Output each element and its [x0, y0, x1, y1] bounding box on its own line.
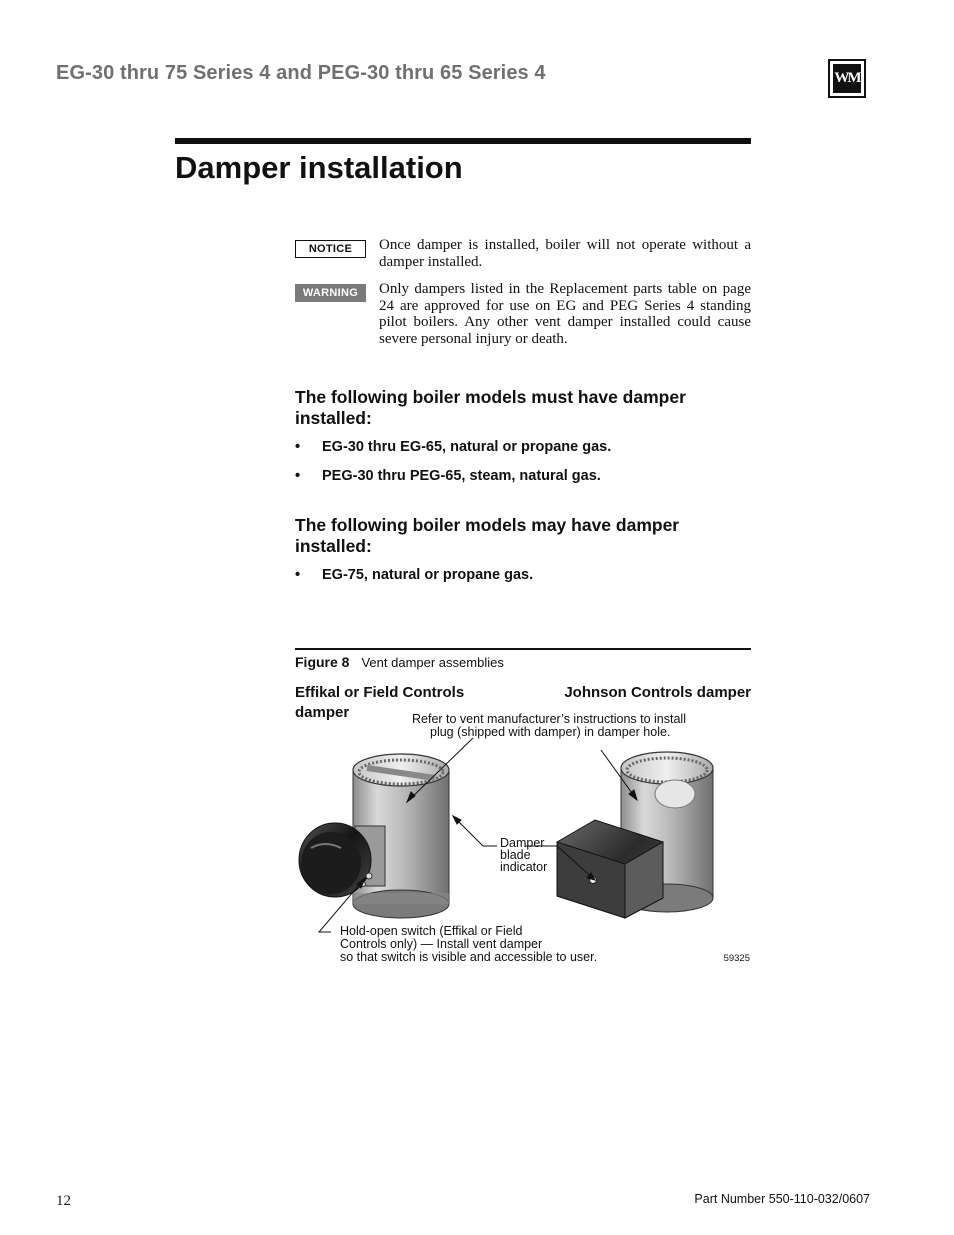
weil-mclain-logo — [828, 59, 866, 98]
notice-badge: NOTICE — [295, 240, 366, 258]
notice-text: Once damper is installed, boiler will not operate without a damper installed. — [379, 237, 751, 270]
section-heading-must: The following boiler models must have damper installed: — [295, 387, 686, 428]
title-rule — [175, 138, 751, 144]
figure-left-title: Effikal or Field Controls damper — [295, 684, 465, 721]
list-item: • EG-75, natural or propane gas. — [295, 567, 534, 583]
figure-id: 59325 — [723, 953, 750, 964]
figure-rule — [295, 648, 751, 650]
callout-blade-line1: Damper — [500, 836, 545, 850]
callout-blade-line3: indicator — [500, 860, 548, 874]
warning-badge: WARNING — [295, 284, 366, 302]
warning-text: Only dampers listed in the Replacement parts table on page 24 are approved for use on EG and PEG Series 4 standing pilot boilers. Any other vent damper installed could cause severe personal injury or death. — [379, 281, 751, 347]
callout-plug-line2: plug (shipped with damper) in damper hole. — [430, 725, 671, 739]
figure-caption-text: Vent damper assemblies — [361, 655, 504, 670]
vent-damper-illustration — [295, 708, 751, 970]
callout-switch-line2: Controls only) — Install vent damper — [340, 937, 543, 951]
callout-plug-line1: Refer to vent manufacturer’s instructions to install — [412, 712, 686, 726]
running-header: EG-30 thru 75 Series 4 and PEG-30 thru 65 Series 4 — [56, 62, 546, 84]
figure-number: Figure 8 — [295, 654, 350, 670]
figure-right-title: Johnson Controls damper — [564, 684, 751, 701]
list-item: • EG-30 thru EG-65, natural or propane gas. — [295, 439, 612, 455]
page-number: 12 — [56, 1193, 71, 1209]
logo-mark: WM — [833, 64, 861, 93]
callout-switch-line3: so that switch is visible and accessible to user. — [340, 950, 598, 964]
damper-motor — [299, 823, 385, 897]
callout-switch-line1: Hold-open switch (Effikal or Field — [340, 924, 523, 938]
list-item: • PEG-30 thru PEG-65, steam, natural gas. — [295, 468, 601, 484]
section-heading-may: The following boiler models may have damper installed: — [295, 515, 680, 556]
part-number: Part Number 550-110-032/0607 — [694, 1192, 870, 1206]
page-title: Damper installation — [175, 150, 463, 185]
callout-blade-line2: blade — [500, 848, 531, 862]
figure-caption — [295, 654, 504, 670]
